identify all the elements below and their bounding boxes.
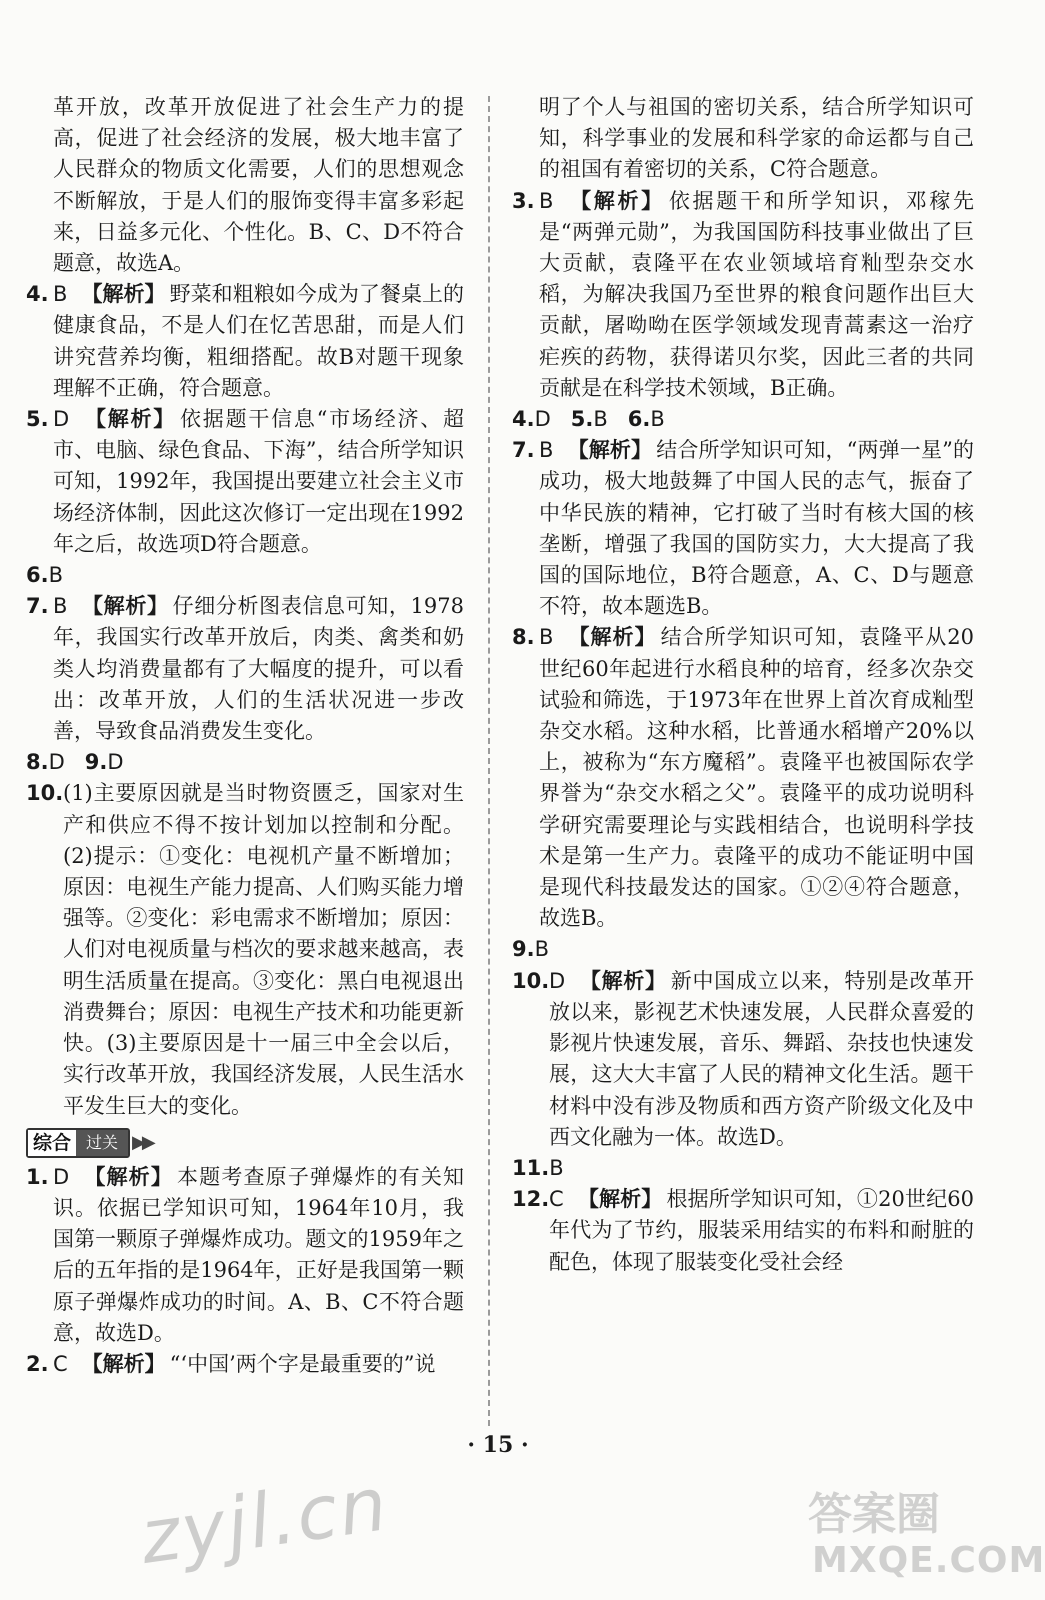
question-number: 5.	[570, 407, 594, 432]
answer-item-5	[26, 404, 464, 560]
answer-letter: D	[48, 750, 65, 775]
question-number: 2.	[26, 1351, 49, 1376]
answer-letter: D	[107, 750, 124, 775]
analysis-tag: 【解析】	[83, 407, 177, 432]
left-column	[26, 92, 464, 1380]
question-number: 8.	[26, 750, 49, 775]
page-number: · 15 ·	[467, 1432, 529, 1458]
analysis-tag: 【解析】	[567, 438, 653, 463]
answer-letter: B	[593, 407, 608, 432]
section-banner	[26, 1126, 464, 1160]
answer-item-8	[512, 622, 974, 934]
answer-letter: B	[534, 937, 550, 962]
right-intro-paragraph: 明了个人与祖国的密切关系，结合所学知识可知，科学事业的发展和科学家的命运都与自己的祖国有着密切的关系，C符合题意。	[539, 95, 974, 182]
answer-letter: C	[53, 1351, 68, 1376]
watermark-answer-circle: 答案圈	[808, 1489, 940, 1540]
section-banner-label: 综合	[28, 1130, 76, 1156]
answer-letter: D	[53, 1164, 70, 1189]
answer-text: (1)主要原因就是当时物资匮乏，国家对生产和供应不得不按计划加以控制和分配。(2)提示：①变化：电视机产量不断增加；原因：电视生产能力提高、人们购买能力增强等。②变化：彩电需求不断增加；原因：人们对电视质量与档次的要求越来越高，表明生活质量在提高。③变化：黑白电视退出消费舞台；原因：电视生产技术和功能更新快。(3)主要原因是十一届三中全会以后，实行改革开放，我国经济发展，人民生活水平发生巨大的变化。	[63, 781, 464, 1118]
answer-item-10	[512, 966, 974, 1153]
analysis-text: 野菜和粗粮如今成为了餐桌上的健康食品，不是人们在忆苦思甜，而是人们讲究营养均衡，粗细搭配。故B对题干现象理解不正确，符合题意。	[53, 282, 465, 400]
analysis-text: 根据所学知识可知，①20世纪60年代为了节约，服装采用结实的布料和耐脏的配色，体现了服装变化受社会经	[549, 1187, 975, 1274]
question-number: 3.	[512, 188, 535, 213]
question-number: 4.	[512, 407, 535, 432]
question-number: 10.	[512, 968, 550, 993]
column-divider	[488, 96, 490, 1426]
question-number: 4.	[26, 282, 49, 307]
answer-item-z1	[26, 1162, 464, 1349]
answer-item-4	[26, 279, 464, 404]
analysis-tag: 【解析】	[577, 1187, 663, 1212]
answer-letter: D	[53, 407, 70, 432]
answer-item-z2	[26, 1349, 464, 1380]
analysis-text: 依据题干信息“市场经济、超市、电脑、绿色食品、下海”，结合所学知识可知，1992年，我国提出要建立社会主义市场经济体制，因此这次修订一定出现在1992年之后，故选项D符合题意。	[53, 407, 464, 556]
answer-item-6	[26, 560, 464, 591]
answer-items-4-6	[512, 404, 974, 435]
analysis-text: 仔细分析图表信息可知，1978年，我国实行改革开放后，肉类、禽类和奶类人均消费量都有了大幅度的提升，可以看出：改革开放，人们的生活状况进一步改善，导致食品消费发生变化。	[53, 594, 464, 744]
question-number: 10.	[26, 781, 64, 806]
analysis-text: “‘中国’两个字是最重要的”说	[169, 1351, 436, 1376]
answer-letter: B	[549, 1155, 564, 1180]
analysis-tag: 【解析】	[579, 968, 667, 993]
section-banner-sublabel: 过关	[76, 1130, 128, 1156]
right-column	[512, 92, 974, 1278]
answer-letter: B	[53, 594, 68, 619]
question-number: 6.	[26, 563, 49, 588]
question-number: 5.	[26, 407, 49, 432]
analysis-tag: 【解析】	[567, 188, 665, 213]
answer-item-9	[512, 934, 974, 965]
answer-item-12	[512, 1184, 974, 1278]
question-number: 1.	[26, 1164, 49, 1189]
question-number: 7.	[512, 438, 535, 463]
question-number: 9.	[512, 937, 535, 962]
answer-items-8-9	[26, 747, 464, 778]
answer-letter: B	[539, 625, 554, 650]
question-number: 8.	[512, 625, 535, 650]
analysis-tag: 【解析】	[83, 1164, 174, 1189]
question-number: 6.	[627, 407, 651, 432]
left-intro-paragraph: 革开放，改革开放促进了社会生产力的提高，促进了社会经济的发展，极大地丰富了人民群众的物质文化需要，人们的思想观念不断解放，于是人们的服饰变得丰富多彩起来，日益多元化、个性化。B、C、D不符合题意，故选A。	[53, 95, 464, 276]
analysis-tag: 【解析】	[81, 282, 166, 307]
answer-letter: B	[650, 407, 665, 432]
analysis-text: 依据题干和所学知识，邓稼先是“两弹元勋”，为我国国防科技事业做出了巨大贡献，袁隆平在农业领域培育籼型杂交水稻，为解决我国乃至世界的粮食问题作出巨大贡献，屠呦呦在医学领域发现青蒿素这一治疗疟疾的药物，获得诺贝尔奖，因此三者的共同贡献是在科学技术领域，B正确。	[539, 188, 974, 400]
answer-item-7	[512, 435, 974, 622]
question-number: 11.	[512, 1155, 550, 1180]
answer-letter: C	[549, 1187, 564, 1212]
question-number: 7.	[26, 594, 49, 619]
watermark-mxqe: MXQE.COM	[812, 1540, 1045, 1581]
watermark-zyjl: zyjl.cn	[135, 1461, 394, 1581]
answer-letter: D	[549, 968, 566, 993]
double-arrow-icon: ▶▶	[132, 1132, 152, 1154]
answer-item-3	[512, 186, 974, 404]
analysis-text: 结合所学知识可知，“两弹一星”的成功，极大地鼓舞了中国人民的志气，振奋了中华民族的精神，它打破了当时有核大国的核垄断，增强了我国的国防实力，大大提高了我国的国际地位，B符合题意，A、C、D与题意不符，故本题选B。	[539, 438, 974, 619]
answer-letter: B	[539, 188, 554, 213]
answer-letter: D	[534, 407, 551, 432]
analysis-text: 新中国成立以来，特别是改革开放以来，影视艺术快速发展，人民群众喜爱的影视片快速发展，音乐、舞蹈、杂技也快速发展，这大大丰富了人民的精神文化生活。题干材料中没有涉及物质和西方资产阶级文化及中西文化融为一体。故选D。	[549, 968, 975, 1149]
analysis-tag: 【解析】	[567, 625, 657, 650]
question-number: 9.	[84, 750, 108, 775]
question-number: 12.	[512, 1187, 550, 1212]
answer-letter: B	[48, 563, 64, 588]
answer-item-10	[26, 778, 464, 1121]
analysis-text: 本题考查原子弹爆炸的有关知识。依据已学知识可知，1964年10月，我国第一颗原子弹爆炸成功。题文的1959年之后的五年指的是1964年，正好是我国第一颗原子弹爆炸成功的时间。A、B、C不符合题意，故选D。	[53, 1164, 465, 1345]
answer-item-7	[26, 591, 464, 747]
answer-letter: B	[53, 282, 68, 307]
analysis-text: 结合所学知识可知，袁隆平从20世纪60年起进行水稻良种的培育，经多次杂交试验和筛选，于1973年在世界上首次育成籼型杂交水稻。这种水稻，比普通水稻增产20%以上，被称为“东方魔稻”。袁隆平也被国际农学界誉为“杂交水稻之父”。袁隆平的成功说明科学研究需要理论与实践相结合，也说明科学技术是第一生产力。袁隆平的成功不能证明中国是现代科技最发达的国家。①②④符合题意，故选B。	[539, 625, 974, 931]
answer-letter: B	[539, 438, 554, 463]
answer-item-11	[512, 1153, 974, 1184]
analysis-tag: 【解析】	[81, 1351, 166, 1376]
analysis-tag: 【解析】	[81, 594, 169, 619]
